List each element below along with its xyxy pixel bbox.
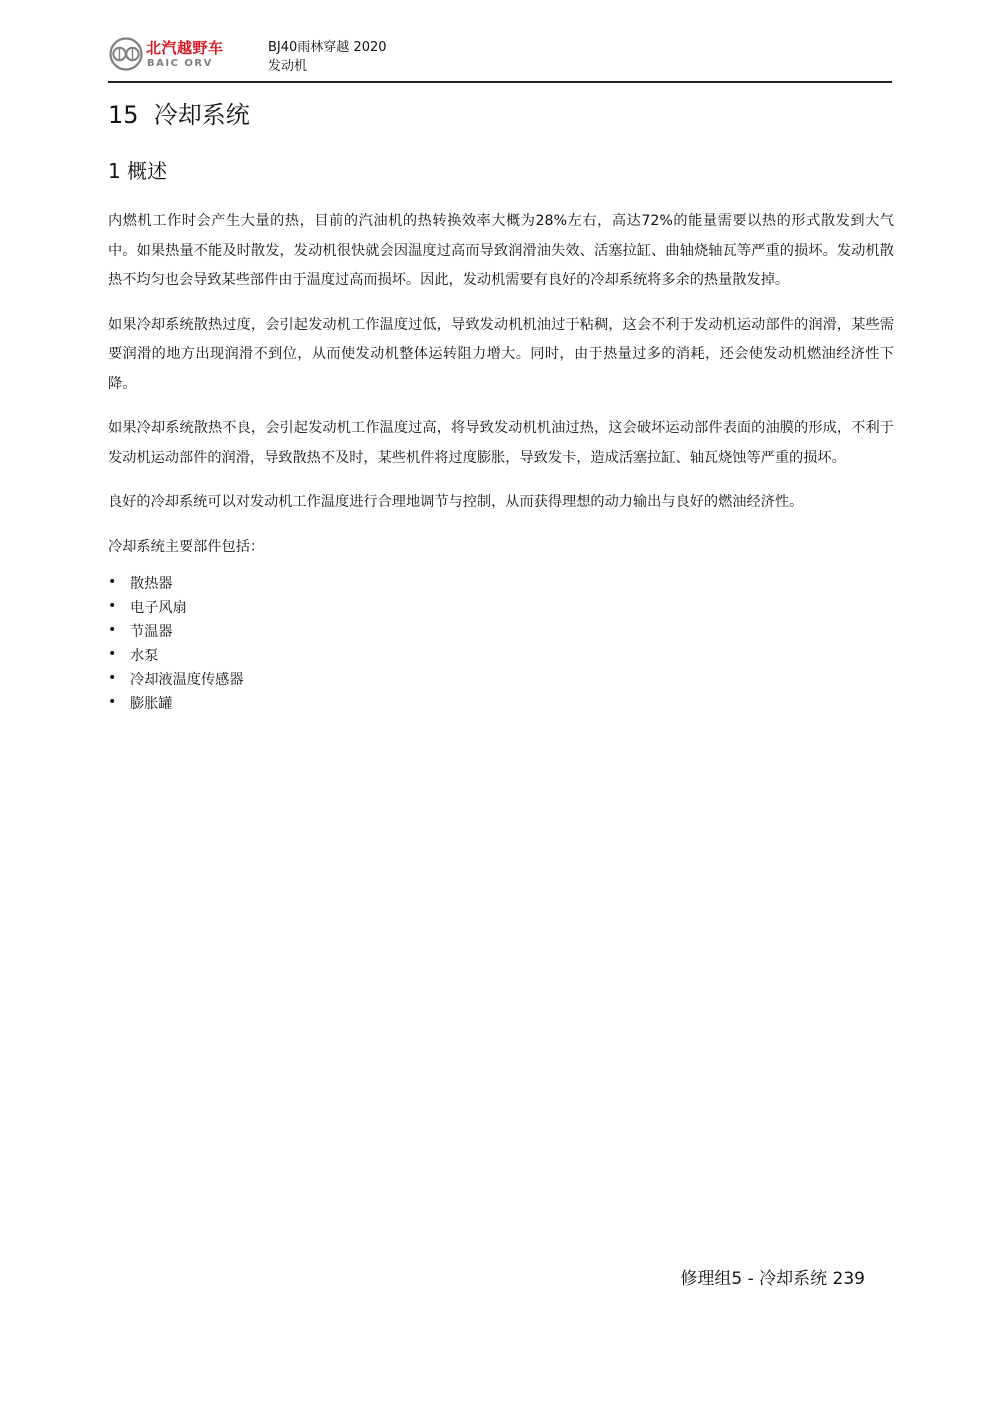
footer-group-number: 5 [731, 1269, 743, 1289]
logo-english-text: BAIC ORV [147, 58, 213, 69]
list-item [108, 644, 894, 668]
section-title: 1 概述 [108, 159, 168, 183]
logo-chinese-text: 北汽越野车 [146, 39, 224, 57]
vehicle-model: BJ40雨林穿越 2020 [268, 40, 387, 55]
list-item [108, 596, 894, 620]
list-item [108, 572, 894, 596]
list-item-label: 冷却液温度传感器 [130, 672, 244, 688]
header-divider [108, 81, 892, 83]
page-header [108, 34, 892, 82]
list-item-label: 电子风扇 [130, 600, 187, 616]
footer-chapter-title: 冷却系统 [759, 1269, 828, 1289]
page-number: 239 [832, 1269, 865, 1289]
chapter-title: 15 冷却系统 [108, 101, 250, 129]
footer-group: 修理组 [680, 1269, 732, 1289]
paragraph: 如果冷却系统散热不良，会引起发动机工作温度过高，将导致发动机机油过热，这会破坏运动部件表面的油膜的形成，不利于发动机运动部件的润滑，导致散热不及时，某些机件将过度膨胀，导致发卡，造成活塞拉缸、轴瓦烧蚀等严重的损坏。 [108, 420, 894, 466]
components-list [108, 572, 894, 716]
bullet-icon: • [108, 622, 117, 638]
list-item [108, 620, 894, 644]
document-title [268, 38, 387, 76]
list-item [108, 692, 894, 716]
manual-section: 发动机 [268, 59, 308, 74]
paragraph: 良好的冷却系统可以对发动机工作温度进行合理地调节与控制，从而获得理想的动力输出与良好的燃油经济性。 [108, 494, 804, 510]
list-item-label: 节温器 [130, 624, 173, 640]
bullet-icon: • [108, 670, 117, 686]
page-footer [680, 1266, 865, 1292]
baic-orv-logo [108, 36, 248, 76]
list-item [108, 668, 894, 692]
list-item-label: 膨胀罐 [130, 696, 173, 712]
body-content [108, 207, 894, 716]
bullet-icon: • [108, 574, 117, 590]
bullet-icon: • [108, 694, 117, 710]
bullet-icon: • [108, 598, 117, 614]
list-item-label: 散热器 [130, 576, 173, 592]
baic-emblem-icon [108, 36, 144, 72]
bullet-icon: • [108, 646, 117, 662]
list-item-label: 水泵 [130, 648, 159, 664]
components-intro: 冷却系统主要部件包括： [108, 538, 265, 555]
footer-separator: - [742, 1269, 760, 1289]
paragraph: 如果冷却系统散热过度，会引起发动机工作温度过低，导致发动机机油过于粘稠，这会不利于发动机运动部件的润滑，某些需要润滑的地方出现润滑不到位，从而使发动机整体运转阻力增大。同时，由于热量过多的消耗，还会使发动机燃油经济性下降。 [108, 316, 894, 392]
paragraph: 内燃机工作时会产生大量的热，目前的汽油机的热转换效率大概为28%左右，高达72%的能量需要以热的形式散发到大气中。如果热量不能及时散发，发动机很快就会因温度过高而导致润滑油失效、活塞拉缸、曲轴烧轴瓦等严重的损坏。发动机散热不均匀也会导致某些部件由于温度过高而损坏。因此，发动机需要有良好的冷却系统将多余的热量散发掉。 [108, 213, 894, 288]
